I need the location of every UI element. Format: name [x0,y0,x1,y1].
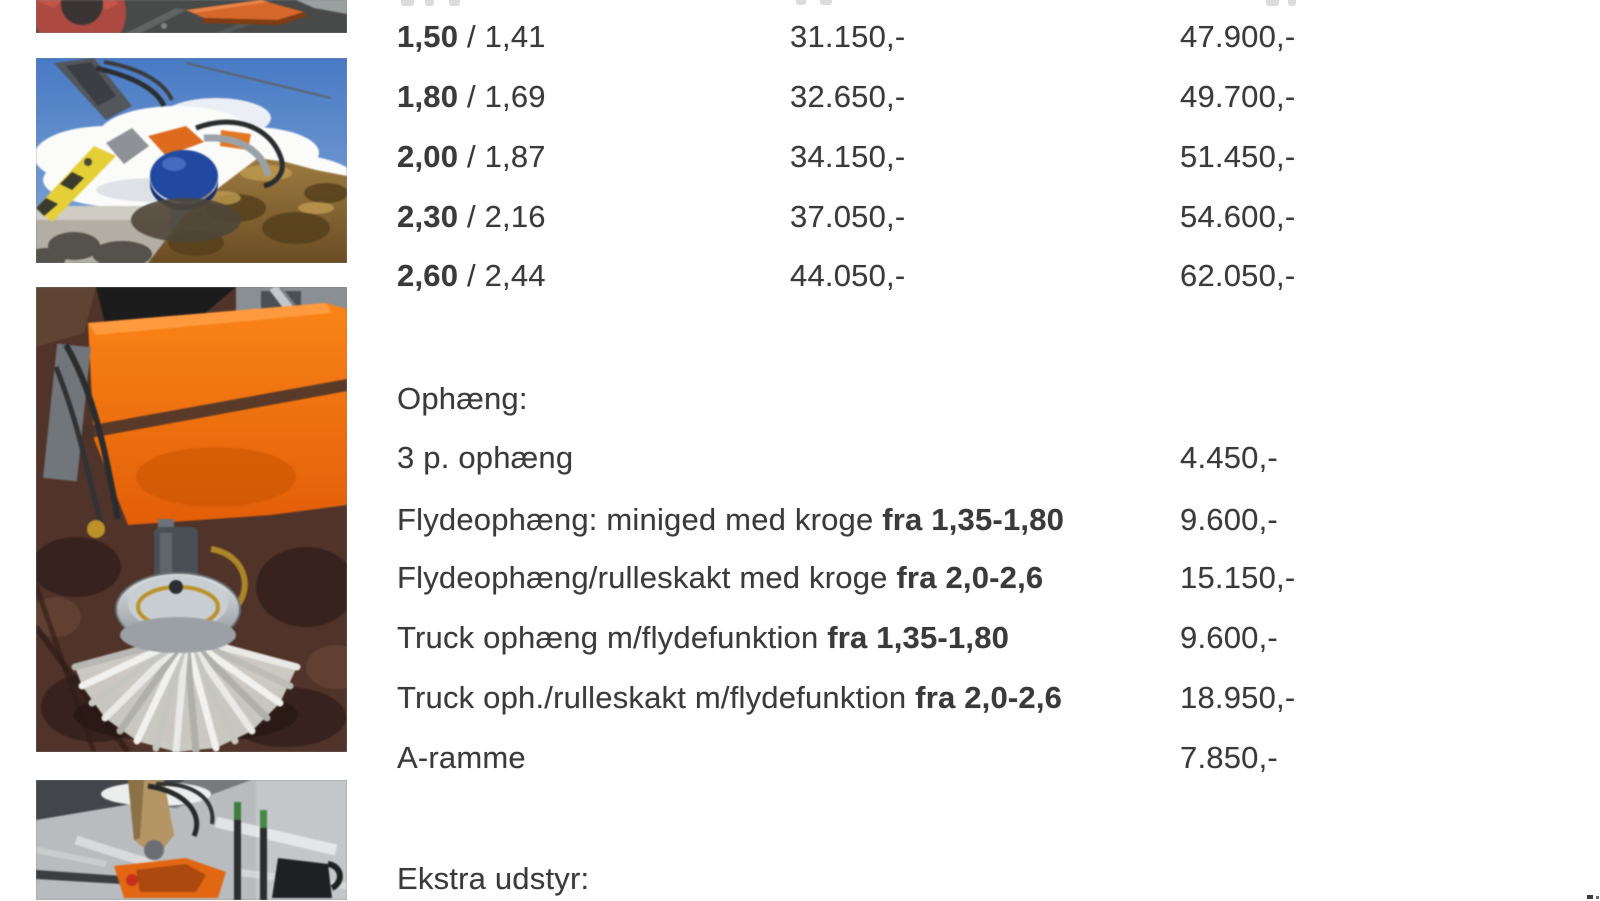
mount-item-row [0,436,1600,480]
price-cell: 62.050,- [1180,258,1296,293]
cutoff-row-remnant [425,0,434,6]
cutoff-row-remnant [796,0,806,5]
cutoff-row-remnant [1288,0,1296,6]
item-label: Truck oph./rulleskakt m/flydefunktion fra 2,0-2,6 [397,680,1063,715]
corner-artifact [1587,895,1593,899]
item-price: 15.150,- [1180,560,1296,595]
price-cell: 49.700,- [1180,79,1296,114]
mounts-section-heading-row [0,377,1600,421]
table-row [0,15,1600,59]
item-label: Truck ophæng m/flydefunktion fra 1,35-1,80 [397,620,1010,655]
price-cell: 37.050,- [790,199,906,234]
price-cell: 32.650,- [790,79,906,114]
mount-item-row [0,498,1600,542]
price-cell: 51.450,- [1180,139,1296,174]
item-price: 18.950,- [1180,680,1296,715]
size-cell: 2,30 / 2,16 [397,199,546,234]
extras-section-heading-row [0,857,1600,901]
cutoff-row-remnant [401,0,414,6]
item-label: Flydeophæng: miniged med kroge fra 1,35-1,80 [397,502,1065,537]
cutoff-row-remnant [1266,0,1279,6]
mount-item-row [0,616,1600,660]
table-row [0,135,1600,179]
cutoff-row-remnant [820,0,832,5]
size-cell: 2,00 / 1,87 [397,139,546,174]
item-price: 4.450,- [1180,440,1278,475]
mount-item-row [0,736,1600,780]
item-label: Flydeophæng/rulleskakt med kroge fra 2,0-2,6 [397,560,1044,595]
section-heading: Ekstra udstyr: [397,861,590,896]
price-cell: 31.150,- [790,19,906,54]
item-label: 3 p. ophæng [397,440,574,475]
cutoff-row-remnant [449,0,460,6]
item-price: 7.850,- [1180,740,1278,775]
section-heading: Ophæng: [397,381,528,416]
item-price: 9.600,- [1180,620,1278,655]
mount-item-row [0,676,1600,720]
table-row [0,254,1600,298]
mount-item-row [0,556,1600,600]
size-cell: 1,50 / 1,41 [397,19,546,54]
size-cell: 1,80 / 1,69 [397,79,546,114]
size-cell: 2,60 / 2,44 [397,258,546,293]
table-row [0,75,1600,119]
price-cell: 34.150,- [790,139,906,174]
price-cell: 47.900,- [1180,19,1296,54]
table-row [0,195,1600,239]
item-label: A-ramme [397,740,526,775]
price-cell: 54.600,- [1180,199,1296,234]
price-cell: 44.050,- [790,258,906,293]
item-price: 9.600,- [1180,502,1278,537]
